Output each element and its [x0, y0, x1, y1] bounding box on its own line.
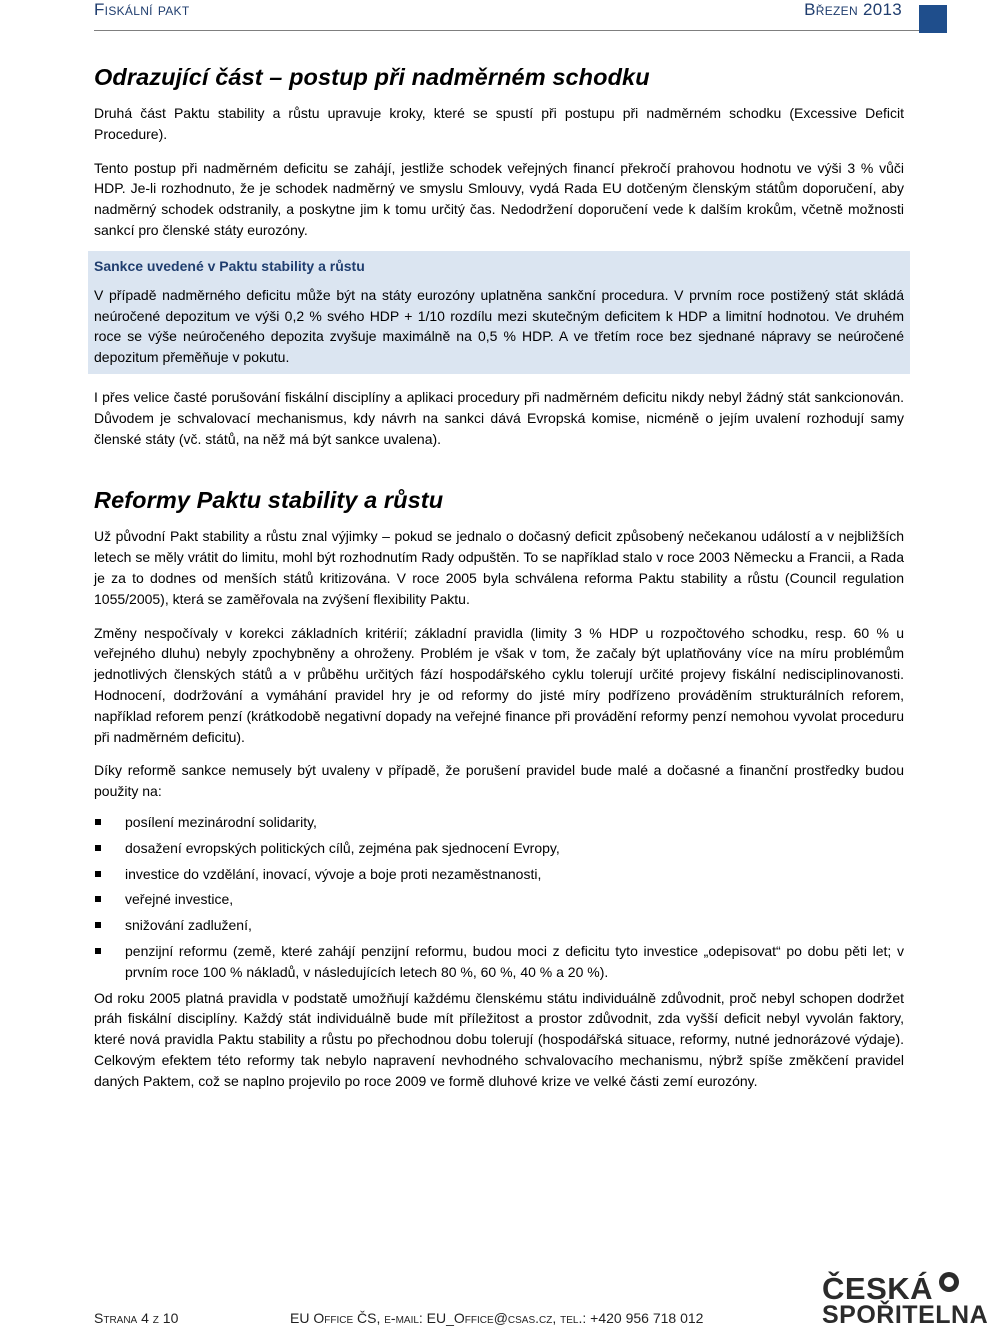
- list-item: investice do vzdělání, inovací, vývoje a boje proti nezaměstnanosti,: [94, 864, 904, 885]
- list-item: snižování zadlužení,: [94, 915, 904, 936]
- section-heading-reforms: Reformy Paktu stability a růstu: [94, 487, 444, 514]
- square-bullet-icon: [95, 871, 101, 877]
- square-bullet-icon: [95, 948, 101, 954]
- paragraph: Druhá část Paktu stability a růstu upravuje kroky, které se spustí při postupu při nadměrném schodku (Excessive Deficit Procedure).: [94, 105, 904, 142]
- paragraph: I přes velice časté porušování fiskální disciplíny a aplikaci procedury při nadměrném deficitu nikdy nebyl žádný stát sankcionován. Důvodem je schvalovací mechanismus, kdy návrh na sankci dává Evropská komise, nicméně o jejím uvalení rozhodují samy členské státy (vč. států, na něž má být sankce uvalena).: [94, 388, 904, 447]
- document-body: [94, 64, 904, 1091]
- footer-contact: EU Office ČS, e-mail: EU_Office@csas.cz, tel.: +420 956 718 012: [290, 1310, 704, 1326]
- list-item: veřejné investice,: [94, 889, 904, 910]
- logo-line-1: ČESKÁ: [822, 1271, 934, 1306]
- square-bullet-icon: [95, 896, 101, 902]
- list-item: dosažení evropských politických cílů, zejména pak sjednocení Evropy,: [94, 838, 904, 859]
- list-item: penzijní reformu (země, které zahájí penzijní reformu, budou moci z deficitu tyto investice „odepisovat“ po dobu pěti let; v prvním roce 100 % nákladů, v následujících letech 80 %, 60 %, 40 % a 20 %).: [94, 941, 904, 983]
- box-title: Sankce uvedené v Paktu stability a růstu: [94, 257, 365, 274]
- square-bullet-icon: [95, 922, 101, 928]
- page-number: Strana 4 z 10: [94, 1310, 179, 1326]
- paragraph: Změny nespočívaly v korekci základních kritérií; základní pravidla (limity 3 % HDP u rozpočtového schodku, resp. 60 % u veřejného dluhu) nebyly zpochybněny a ohroženy. Problém je však v tom, že začaly být uplatňovány více na míru problémům jednotlivých členských států a v průběhu určitých fází hospodářského cyklu tolerují určité projevy fiskální nedisciplinovanosti. Hodnocení, dodržování a vymáhání pravidel hry je od reformy do jisté míry podřízeno prováděním strukturálních reforem, například reforem penzí (krátkodobě negativní dopady na veřejné finance při provádění reformy penzí nemohou vyvolat proceduru při nadměrném deficitu).: [94, 624, 904, 745]
- section-heading-excessive-deficit: Odrazující část – postup při nadměrném schodku: [94, 64, 650, 90]
- ceska-sporitelna-logo: [822, 1271, 988, 1331]
- bullet-list: [94, 812, 904, 983]
- header-corner-block: [919, 5, 947, 33]
- header-title: Fiskální pakt: [94, 0, 190, 19]
- logo-mark-icon: [939, 1272, 959, 1292]
- box-text: V případě nadměrného deficitu může být na státy eurozóny uplatněna sankční procedura. V prvním roce postižený stát skládá neúročené depozitum ve výši 0,2 % svého HDP + 1/10 rozdílu mezi skutečným deficitem k HDP a limitní hodnotou. Ve druhém roce se výše neúročeného depozita zvyšuje maximálně na 0,5 % HDP. A ve třetím roce bez sjednané nápravy se neúročené depozitum přeměňuje v pokutu.: [94, 286, 904, 366]
- paragraph: Tento postup při nadměrném deficitu se zahájí, jestliže schodek veřejných financí překročí prahovou hodnotu ve výši 3 % vůči HDP. Je-li rozhodnuto, že je schodek nadměrný ve smyslu Smlouvy, vydá Rada EU dotčeným členským státům doporučení, aby nadměrný schodek odstranily, a poskytne jim k tomu určitý čas. Nedodržení doporučení vede k dalším krokům, včetně možnosti sankcí pro členské státy eurozóny.: [94, 159, 904, 238]
- sanctions-info-box: [88, 251, 910, 374]
- page-footer: [94, 1310, 704, 1326]
- logo-line-2: SPOŘITELNA: [822, 1301, 988, 1329]
- square-bullet-icon: [95, 819, 101, 825]
- page-header: [94, 0, 926, 31]
- paragraph: Od roku 2005 platná pravidla v podstatě umožňují každému členskému státu individuálně zdůvodnit, proč nebyl schopen dodržet práh fiskální disciplíny. Každý stát individuálně bude mít příležitost a prostor zdůvodnit, zda vyšší deficit nebyl vyvolán faktory, které nová pravidla Paktu stability a růstu po přechodnou dobu tolerují (hospodářská situace, reformy, nutné jednorázové výdaje). Celkovým efektem této reformy tak nebylo napravení nevhodného schvalovacího mechanismu, nýbrž spíše změkčení pravidel daných Paktem, což se naplno projevilo po roce 2009 ve formě dluhové krize ve velké části zemí eurozóny.: [94, 989, 904, 1089]
- paragraph: Už původní Pakt stability a růstu znal výjimky – pokud se jednalo o dočasný deficit způsobený nečekanou událostí a v nejbližších letech se měly vrátit do limitu, mohl být rozhodnutím Rady odpuštěn. To se například stalo v roce 2003 Německu a Francii, a Rada je za to dodnes od menších států kritizována. V roce 2005 byla schválena reforma Paktu stability a růstu (Council regulation 1055/2005), která se zaměřovala na zvýšení flexibility Paktu.: [94, 528, 904, 607]
- paragraph: Díky reformě sankce nemusely být uvaleny v případě, že porušení pravidel bude malé a dočasné a finanční prostředky budou použity na:: [94, 762, 904, 800]
- square-bullet-icon: [95, 845, 101, 851]
- list-item: posílení mezinárodní solidarity,: [94, 812, 904, 833]
- header-date: Březen 2013: [804, 0, 902, 19]
